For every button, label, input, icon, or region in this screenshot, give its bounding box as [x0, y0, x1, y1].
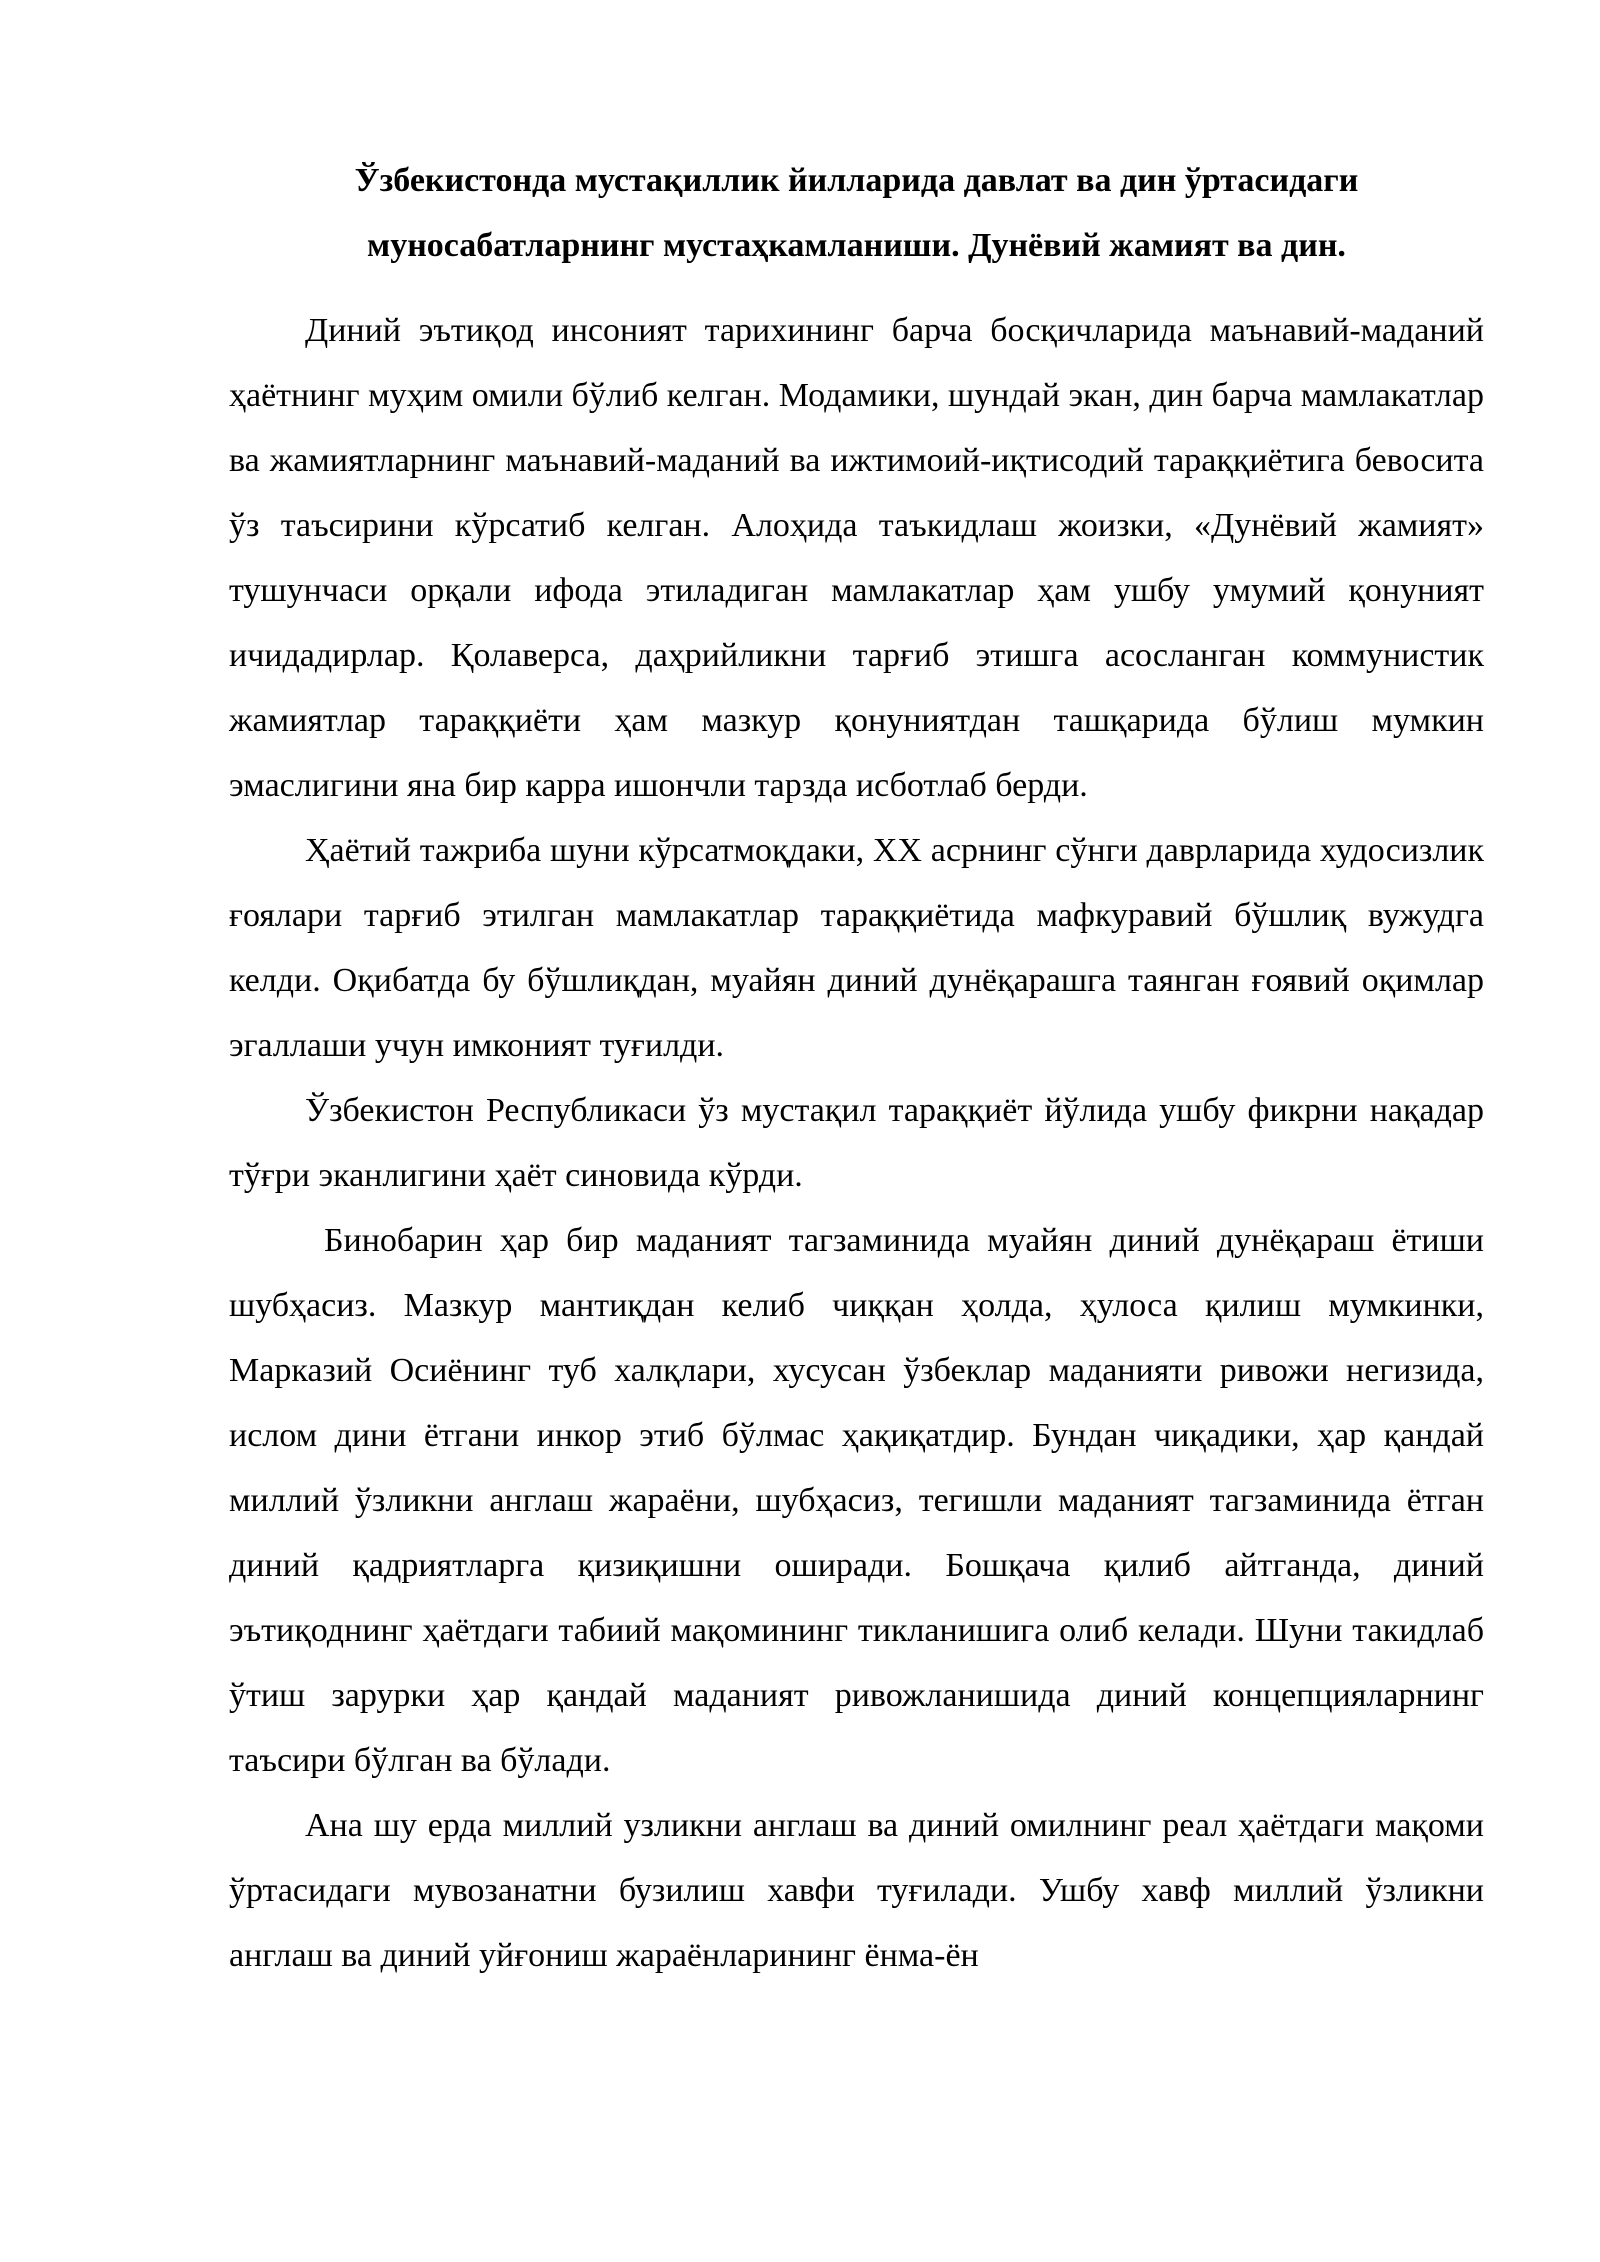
- document-title: [229, 148, 1484, 278]
- paragraph-2: Ҳаётий тажриба шуни кўрсатмоқдаки, XX асрнинг сўнги даврларида худосизлик ғоялари тарғиб этилган мамлакатлар тараққиётида мафкуравий бўшлиқ вужудга келди. Оқибатда бу бўшлиқдан, муайян диний дунёқарашга таянган ғоявий оқимлар эгаллаши учун имконият туғилди.: [229, 832, 1484, 1064]
- document-body: [229, 148, 1484, 1988]
- title-line-2: муносабатларнинг мустаҳкамланиши. Дунёвий жамият ва дин.: [367, 227, 1346, 264]
- paragraph-4: Бинобарин ҳар бир маданият тагзаминида муайян диний дунёқараш ётиши шубҳасиз. Мазкур мантиқдан келиб чиққан ҳолда, ҳулоса қилиш мумкинки, Марказий Осиёнинг туб халқлари, хусусан ўзбеклар маданияти ривожи негизида, ислом дини ётгани инкор этиб бўлмас ҳақиқатдир. Бундан чиқадики, ҳар қандай миллий ўзликни англаш жараёни, шубҳасиз, тегишли маданият тагзаминида ётган диний қадриятларга қизиқишни оширади. Бошқача қилиб айтганда, диний эътиқоднинг ҳаётдаги табиий мақомининг тикланишига олиб келади. Шуни такидлаб ўтиш зарурки ҳар қандай маданият ривожланишида диний концепцияларнинг таъсири бўлган ва бўлади.: [229, 1222, 1484, 1779]
- paragraph-1: Диний эътиқод инсоният тарихининг барча босқичларида маънавий-маданий ҳаётнинг муҳим омили бўлиб келган. Модамики, шундай экан, дин барча мамлакатлар ва жамиятларнинг маънавий-маданий ва ижтимоий-иқтисодий тараққиётига бевосита ўз таъсирини кўрсатиб келган. Алоҳида таъкидлаш жоизки, «Дунёвий жамият» тушунчаси орқали ифода этиладиган мамлакатлар ҳам ушбу умумий қонуният ичидадирлар. Қолаверса, даҳрийликни тарғиб этишга асосланган коммунистик жамиятлар тараққиёти ҳам мазкур қонуниятдан ташқарида бўлиш мумкин эмаслигини яна бир карра ишончли тарзда исботлаб берди.: [229, 312, 1484, 804]
- paragraph-3: Ўзбекистон Республикаси ўз мустақил тараққиёт йўлида ушбу фикрни нақадар тўғри эканлигини ҳаёт синовида кўрди.: [229, 1092, 1484, 1194]
- paragraph-5: Ана шу ерда миллий узликни англаш ва диний омилнинг реал ҳаётдаги мақоми ўртасидаги мувозанатни бузилиш хавфи туғилади. Ушбу хавф миллий ўзликни англаш ва диний уйғониш жараёнларининг ёнма-ён: [229, 1807, 1484, 1974]
- title-line-1: Ўзбекистонда мустақиллик йилларида давлат ва дин ўртасидаги: [354, 162, 1359, 199]
